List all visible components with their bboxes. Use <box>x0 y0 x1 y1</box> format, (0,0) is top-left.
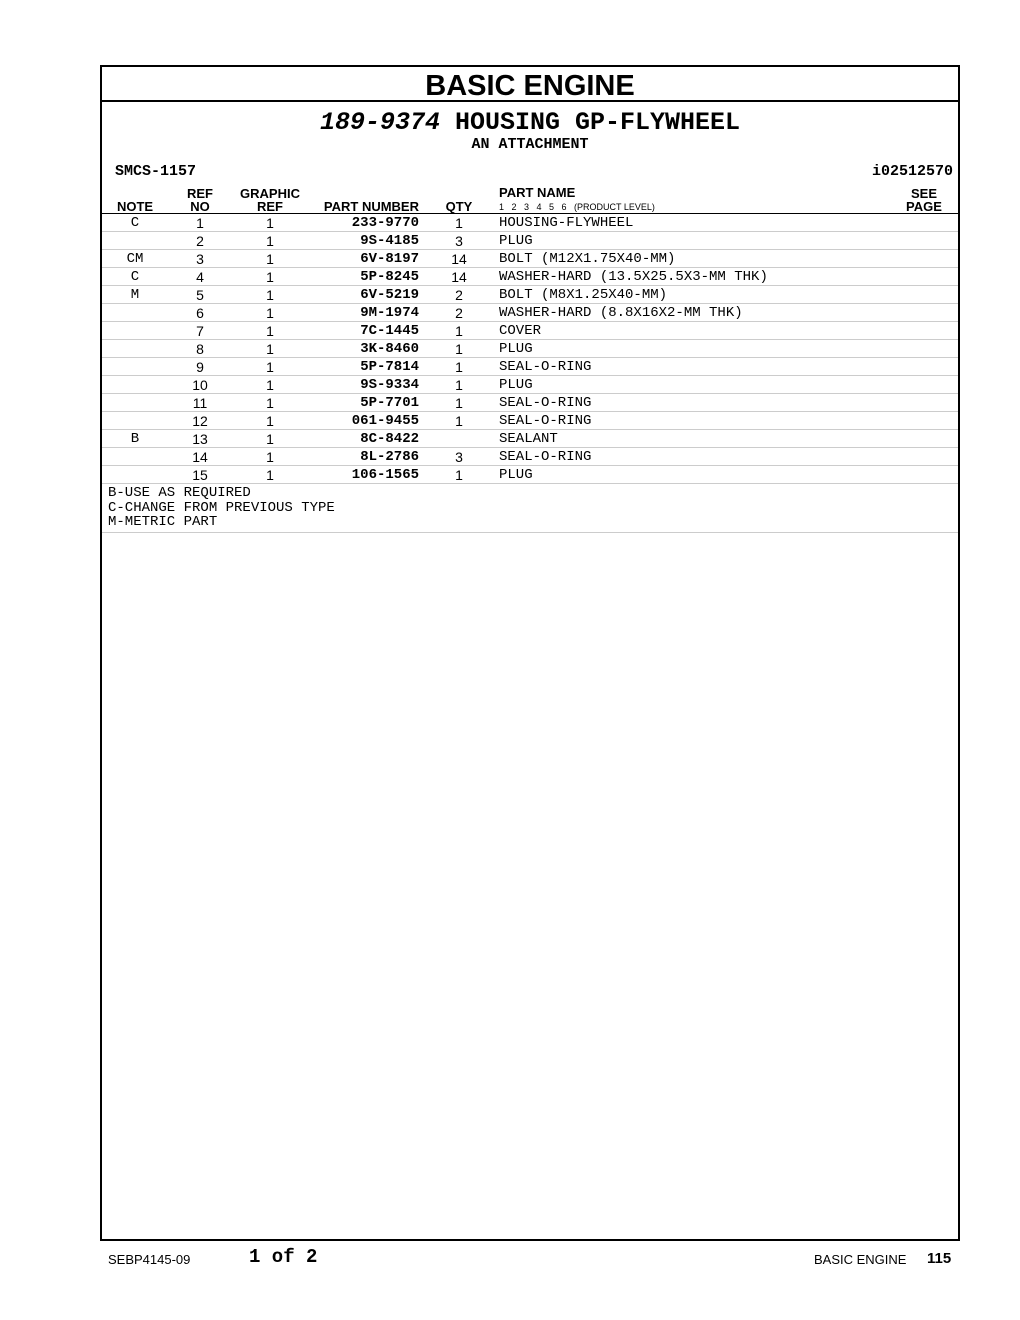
graphic-ref: 1 <box>266 467 274 483</box>
quantity: 1 <box>455 359 463 375</box>
group-subtitle: AN ATTACHMENT <box>471 136 589 153</box>
graphic-ref: 1 <box>266 269 274 285</box>
part-number: 7C-1445 <box>360 323 419 339</box>
footer-section: BASIC ENGINE <box>814 1252 907 1267</box>
part-number: 3K-8460 <box>360 341 419 357</box>
graphic-ref: 1 <box>266 305 274 321</box>
quantity: 1 <box>455 341 463 357</box>
part-number: 061-9455 <box>351 413 419 429</box>
quantity: 1 <box>455 323 463 339</box>
note-line: B-USE AS REQUIRED <box>108 485 251 501</box>
header-see-bottom: PAGE <box>906 199 942 214</box>
part-number: 106-1565 <box>351 467 419 483</box>
part-name: SEAL-O-RING <box>499 449 592 465</box>
ref-number: 12 <box>192 413 208 429</box>
ref-number: 11 <box>192 395 208 411</box>
notes-legend <box>102 484 958 533</box>
part-name: SEAL-O-RING <box>499 413 592 429</box>
ref-number: 4 <box>196 269 204 285</box>
header-note: NOTE <box>116 199 154 214</box>
quantity: 1 <box>455 377 463 393</box>
header-part-number: PART NUMBER <box>323 199 419 214</box>
table-row <box>102 340 958 358</box>
ref-number: 14 <box>192 449 208 465</box>
table-row <box>102 412 958 430</box>
ref-number: 10 <box>192 377 208 393</box>
table-row <box>102 250 958 268</box>
part-name: BOLT (M8X1.25X40-MM) <box>499 287 668 303</box>
table-row <box>102 430 958 448</box>
part-name: BOLT (M12X1.75X40-MM) <box>499 251 676 267</box>
part-name: PLUG <box>499 377 533 393</box>
graphic-ref: 1 <box>266 395 274 411</box>
table-row <box>102 232 958 250</box>
part-number: 8L-2786 <box>360 449 419 465</box>
quantity: 14 <box>451 251 467 267</box>
part-number: 9M-1974 <box>360 305 419 321</box>
header-ref-top: REF <box>187 186 213 201</box>
graphic-ref: 1 <box>266 449 274 465</box>
ref-number: 15 <box>192 467 208 483</box>
header-part-name: PART NAME <box>499 185 576 200</box>
note-line: M-METRIC PART <box>108 514 218 530</box>
doc-id: SEBP4145-09 <box>108 1252 191 1267</box>
graphic-ref: 1 <box>266 251 274 267</box>
part-name: SEAL-O-RING <box>499 395 592 411</box>
group-part-number: 189-9374 <box>319 108 440 137</box>
graphic-ref: 1 <box>266 323 274 339</box>
graphic-ref: 1 <box>266 341 274 357</box>
part-number: 9S-9334 <box>360 377 419 393</box>
table-row <box>102 286 958 304</box>
parts-list <box>102 214 958 484</box>
quantity: 1 <box>455 395 463 411</box>
ref-number: 1 <box>196 215 204 231</box>
note-code: CM <box>126 251 144 267</box>
quantity: 1 <box>455 413 463 429</box>
part-name: WASHER-HARD (13.5X25.5X3-MM THK) <box>499 269 768 285</box>
quantity: 3 <box>455 233 463 249</box>
ref-number: 5 <box>196 287 204 303</box>
smcs-code: SMCS-1157 <box>115 163 197 180</box>
ref-number: 7 <box>196 323 204 339</box>
part-number: 8C-8422 <box>360 431 419 447</box>
ref-number: 3 <box>196 251 204 267</box>
graphic-ref: 1 <box>266 377 274 393</box>
quantity: 2 <box>455 305 463 321</box>
part-number: 6V-5219 <box>360 287 419 303</box>
ref-number: 8 <box>196 341 204 357</box>
parts-page-frame <box>100 65 960 1241</box>
header-see-top: SEE <box>910 186 937 201</box>
illustration-id: i02512570 <box>871 163 953 180</box>
ref-number: 13 <box>192 431 208 447</box>
part-name: PLUG <box>499 341 533 357</box>
table-row <box>102 322 958 340</box>
part-name: COVER <box>499 323 542 339</box>
note-code: C <box>130 269 140 285</box>
ref-number: 2 <box>196 233 204 249</box>
section-title: BASIC ENGINE <box>102 67 958 102</box>
quantity: 14 <box>451 269 467 285</box>
graphic-ref: 1 <box>266 431 274 447</box>
page-number: 115 <box>927 1250 952 1267</box>
graphic-ref: 1 <box>266 413 274 429</box>
part-name: HOUSING-FLYWHEEL <box>499 215 634 231</box>
note-code: B <box>130 431 140 447</box>
note-code: M <box>130 287 140 303</box>
ref-number: 9 <box>196 359 204 375</box>
part-number: 5P-8245 <box>360 269 419 285</box>
quantity: 3 <box>455 449 463 465</box>
group-title <box>102 109 958 137</box>
graphic-ref: 1 <box>266 215 274 231</box>
header-qty: QTY <box>445 199 473 214</box>
graphic-ref: 1 <box>266 233 274 249</box>
quantity: 1 <box>455 467 463 483</box>
smcs-line <box>102 163 958 185</box>
part-name: SEALANT <box>499 431 558 447</box>
header-graphic-top: GRAPHIC <box>240 186 300 201</box>
note-code: C <box>130 215 140 231</box>
header-graphic-bottom: REF <box>257 199 283 214</box>
part-number: 5P-7814 <box>360 359 419 375</box>
quantity: 2 <box>455 287 463 303</box>
part-number: 5P-7701 <box>360 395 419 411</box>
table-row <box>102 268 958 286</box>
table-header <box>102 185 958 214</box>
table-row <box>102 214 958 232</box>
part-name: WASHER-HARD (8.8X16X2-MM THK) <box>499 305 743 321</box>
graphic-ref: 1 <box>266 359 274 375</box>
ref-number: 6 <box>196 305 204 321</box>
quantity: 1 <box>455 215 463 231</box>
sheet-indicator: 1 of 2 <box>249 1246 318 1268</box>
table-row <box>102 394 958 412</box>
part-name: PLUG <box>499 467 533 483</box>
header-ref-bottom: NO <box>190 199 210 214</box>
part-name: PLUG <box>499 233 533 249</box>
table-row <box>102 376 958 394</box>
page-footer <box>0 1245 1020 1275</box>
table-row <box>102 448 958 466</box>
table-row <box>102 466 958 484</box>
part-name: SEAL-O-RING <box>499 359 592 375</box>
header-product-levels: 1 2 3 4 5 6 (PRODUCT LEVEL) <box>499 202 655 212</box>
note-line: C-CHANGE FROM PREVIOUS TYPE <box>108 499 335 516</box>
part-number: 9S-4185 <box>360 233 419 249</box>
graphic-ref: 1 <box>266 287 274 303</box>
table-row <box>102 304 958 322</box>
part-number: 6V-8197 <box>360 251 419 267</box>
part-number: 233-9770 <box>351 215 419 231</box>
group-name: HOUSING GP-FLYWHEEL <box>455 108 741 137</box>
table-row <box>102 358 958 376</box>
